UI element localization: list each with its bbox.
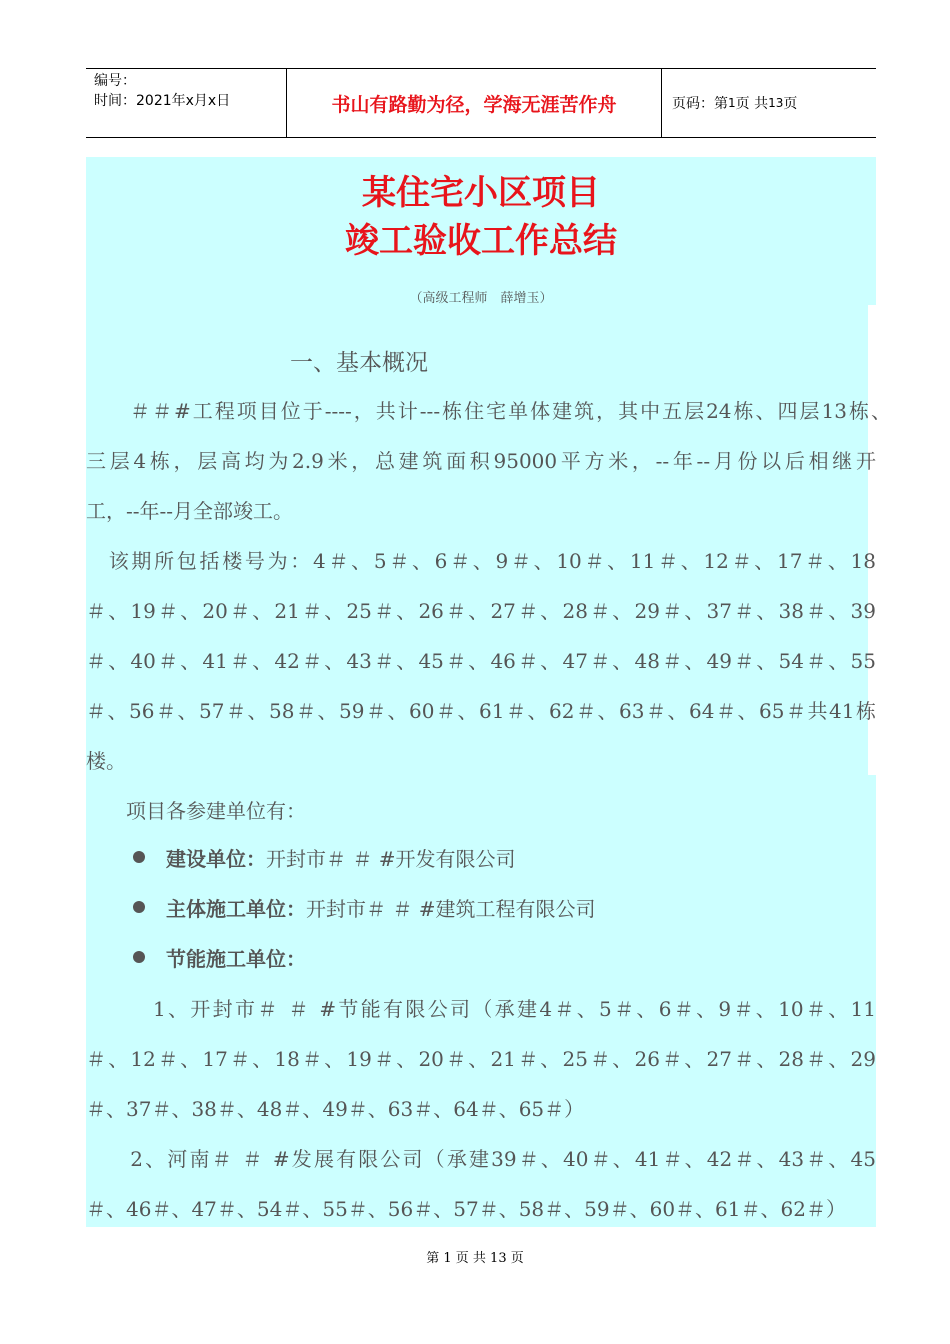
page-mid: 页 共 xyxy=(735,96,769,112)
unit-value: 开封市＃ ＃ #建筑工程有限公司 xyxy=(306,897,596,921)
unit-item xyxy=(166,843,515,872)
unit-item xyxy=(166,943,306,972)
unit-value: 开封市＃ ＃ #开发有限公司 xyxy=(266,847,516,871)
paragraph-line: ＃、19＃、20＃、21＃、25＃、26＃、27＃、28＃、29＃、37＃、38＃、39 xyxy=(86,599,876,623)
paragraph-line: 该期所包括楼号为：4＃、5＃、6＃、9＃、10＃、11＃、12＃、17＃、18 xyxy=(86,549,876,573)
paragraph-line: ＃＃#工程项目位于----，共计---栋住宅单体建筑，其中五层24栋、四层13栋、 xyxy=(86,399,891,423)
paragraph-line: ＃、37＃、38＃、48＃、49＃、63＃、64＃、65＃） xyxy=(86,1097,585,1121)
units-intro: 项目各参建单位有： xyxy=(86,799,306,823)
document-title-line2: 竣工验收工作总结 xyxy=(345,221,617,261)
paragraph-line: ＃、46＃、47＃、54＃、55＃、56＃、57＃、58＃、59＃、60＃、61＃、62＃） xyxy=(86,1197,846,1221)
page-prefix: 页码：第 xyxy=(672,96,728,112)
bullet-icon xyxy=(133,901,145,913)
document-author: （高级工程师 薛增玉） xyxy=(409,291,553,306)
paragraph-line: ＃、40＃、41＃、42＃、43＃、45＃、46＃、47＃、48＃、49＃、54＃、55 xyxy=(86,649,876,673)
paragraph-line: ＃、56＃、57＃、58＃、59＃、60＃、61＃、62＃、63＃、64＃、65＃共41栋 xyxy=(86,699,876,723)
paragraph-line: ＃、12＃、17＃、18＃、19＃、20＃、21＃、25＃、26＃、27＃、28＃、29 xyxy=(86,1047,876,1071)
header-page-info xyxy=(662,69,876,137)
paragraph-line: 工，--年--月全部竣工。 xyxy=(86,499,294,523)
document-number-label: 编号： xyxy=(94,73,136,89)
document-title-line1: 某住宅小区项目 xyxy=(362,173,600,213)
page-number: 1 xyxy=(728,96,736,110)
unit-label: 主体施工单位： xyxy=(166,897,306,921)
bullet-icon xyxy=(133,951,145,963)
bullet-icon xyxy=(133,851,145,863)
paragraph-line: 2、河南＃ ＃ #发展有限公司（承建39＃、40＃、41＃、42＃、43＃、45 xyxy=(86,1147,876,1171)
paragraph-line: 三层4栋，层高均为2.9米，总建筑面积95000平方米，--年--月份以后相继开 xyxy=(86,449,876,473)
paragraph-line: 楼。 xyxy=(86,749,126,773)
unit-label: 节能施工单位： xyxy=(166,947,306,971)
page-footer: 第 1 页 共 13 页 xyxy=(426,1251,524,1266)
document-time: 时间：2021年x月x日 xyxy=(94,93,231,109)
page-total: 13 xyxy=(768,96,784,110)
unit-label: 建设单位： xyxy=(166,847,266,871)
page-suffix: 页 xyxy=(783,96,798,112)
header-motto: 书山有路勤为径，学海无涯苦作舟 xyxy=(286,69,662,137)
unit-item xyxy=(166,893,595,922)
page-header xyxy=(86,68,876,138)
section-heading: 一、基本概况 xyxy=(290,350,428,376)
paragraph-line: 1、开封市＃ ＃ #节能有限公司（承建4＃、5＃、6＃、9＃、10＃、11 xyxy=(86,997,876,1021)
header-meta xyxy=(86,69,286,137)
